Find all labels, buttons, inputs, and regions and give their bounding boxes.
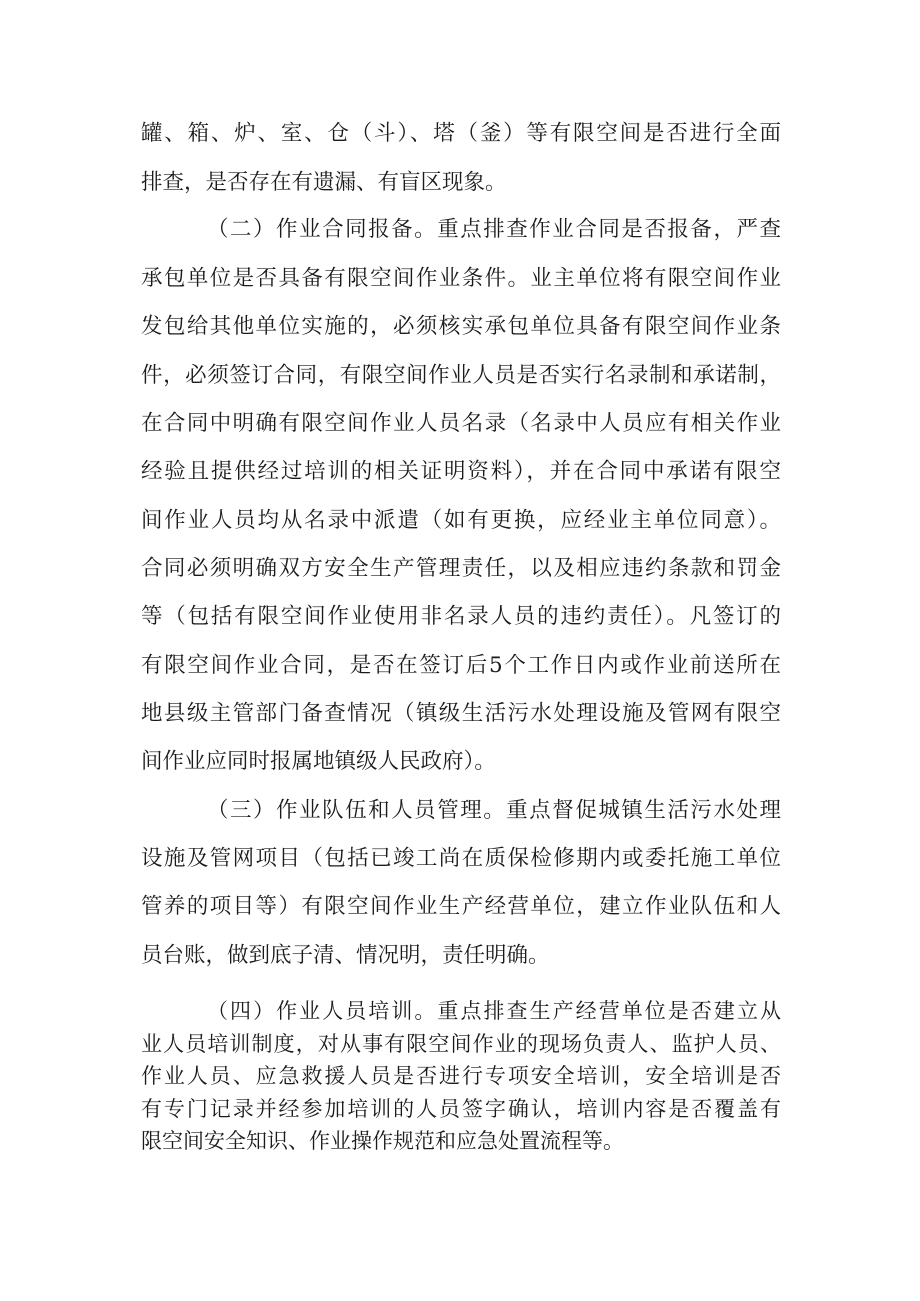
text-line: 地县级主管部门备查情况（镇级生活污水处理设施及管网有限空 [141, 701, 781, 726]
text-line: 罐、箱、炉、室、仓（斗）、塔（釜）等有限空间是否进行全面 [141, 121, 781, 146]
text-line: 在合同中明确有限空间作业人员名录（名录中人员应有相关作业 [141, 411, 781, 436]
text-line: 业人员培训制度，对从事有限空间作业的现场负责人、监护人员、 [141, 1032, 781, 1056]
text-line: 间作业应同时报属地镇级人民政府）。 [141, 749, 496, 774]
text-line: 合同必须明确双方安全生产管理责任，以及相应违约条款和罚金 [141, 556, 781, 581]
text-line: 排查，是否存在有遗漏、有盲区现象。 [141, 170, 507, 195]
text-line: 作业人员、应急救援人员是否进行专项安全培训，安全培训是否 [141, 1064, 781, 1088]
text-line: 承包单位是否具备有限空间作业条件。业主单位将有限空间作业 [141, 266, 781, 291]
text-line: 发包给其他单位实施的，必须核实承包单位具备有限空间作业条 [141, 314, 781, 339]
text-line: 件，必须签订合同，有限空间作业人员是否实行名录制和承诺制， [141, 363, 781, 388]
text-line: 有专门记录并经参加培训的人员签字确认，培训内容是否覆盖有 [141, 1097, 781, 1121]
text-line: 管养的项目等）有限空间作业生产经营单位，建立作业队伍和人 [141, 894, 781, 919]
paragraph-heading-line: （二）作业合同报备。重点排查作业合同是否报备，严查 [207, 217, 781, 242]
text-line: 员台账，做到底子清、情况明，责任明确。 [141, 943, 550, 968]
text-line: 有限空间作业合同，是否在签订后5个工作日内或作业前送所在 [141, 653, 781, 678]
paragraph-heading-line: （三）作业队伍和人员管理。重点督促城镇生活污水处理 [207, 798, 781, 823]
text-line: 限空间安全知识、作业操作规范和应急处置流程等。 [141, 1129, 624, 1153]
text-line: 经验且提供经过培训的相关证明资料），并在合同中承诺有限空 [141, 459, 781, 484]
paragraph-heading-line: （四）作业人员培训。重点排查生产经营单位是否建立从 [207, 999, 781, 1023]
text-line: 设施及管网项目（包括已竣工尚在质保检修期内或委托施工单位 [141, 846, 781, 871]
text-line: 等（包括有限空间作业使用非名录人员的违约责任）。凡签订的 [141, 604, 781, 629]
text-line: 间作业人员均从名录中派遣（如有更换，应经业主单位同意）。 [141, 508, 781, 533]
